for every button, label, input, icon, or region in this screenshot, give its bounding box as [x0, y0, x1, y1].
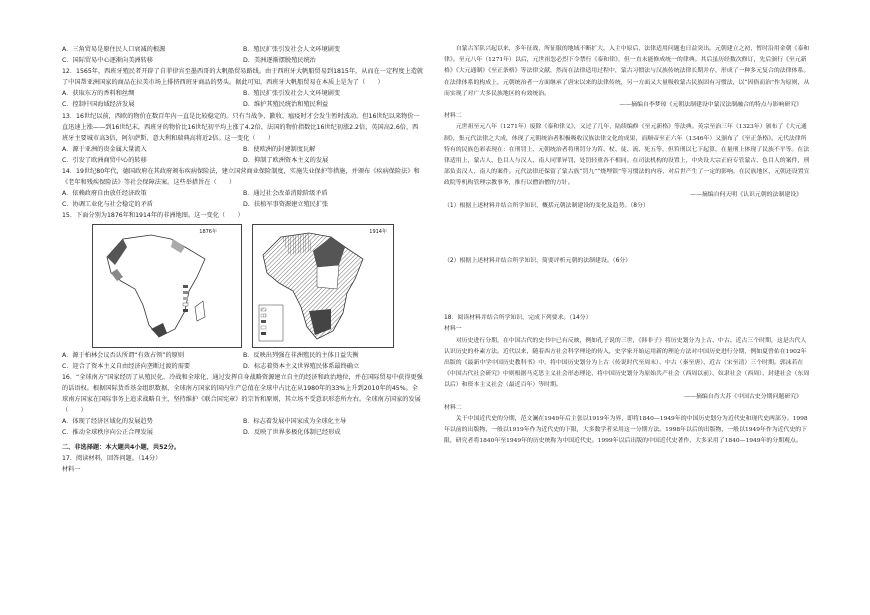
q14-options-row-2	[62, 199, 424, 210]
q17-material2-text: 元世祖至元八年（1271年）废除《泰和律义》，又过了几年，陆续编修《至元新格》等法典。英宗至治三年（1323年）颁布了《大元通制》，集元代法律之大成，体现了元朝统治者积极吸收汉族法律文化的成果，而顺帝至正六年（1346年）又颁布了《至正条格》。元代法律所特有的民族色彩表现在：在刑罚上，元朝统治者将刑罚分为笞、杖、徒、流、死五等，但笞刑以七下起算，在量刑上体现了民族不平等。在法律适用上，蒙古人、色目人与汉人、南人同罪异罚，处罚轻重各不相同。在司法机构的设置上，中央设大宗正府专管蒙古、色目人的案件，刑部负责汉人、南人的案件。元代法律还保留了蒙古族“罚九”“烧埋银”等习惯法的内容，对后世产生了一定的影响。在民族地区，元朝还设置宣政院等机构管理宗教事务，推行以僧治僧的方针。	[444, 124, 810, 187]
q18-heading: 18．阅读材料并结合所学知识，完成下列要求。（14分）	[444, 315, 592, 322]
q11-option-b: B．殖民扩张引发社会人文环境剧变	[243, 46, 341, 53]
africa-maps	[92, 224, 424, 348]
q15-options-row-1	[62, 350, 424, 361]
q15-option-c: C．迎合了资本主义自由经济向垄断过渡的需要	[62, 362, 191, 370]
q18-material2-text: 关于中国近代史的分期，范文澜在1949年后主张以1919年为界，即将1840—1949年的中国历史划分为近代史和现代史两部分。1998年以前的出版物，一般以1919年作为近代史的下限，大多数学者采用这一分期方法。1998年以后的出版物，一般以1949年作为近代史的下限，研究者将1840年至1949年的历史统称为中国近代史。1999年以后出版的中国近代史著作，大多采用了1840—1949年的分期观点。	[444, 416, 808, 445]
q17-subquestion-1: （1）根据上述材料并结合所学知识，概括元朝法制建设的变化及趋势。（8分）	[444, 202, 649, 209]
q12-option-c: C．控制中国海域经济发展	[62, 101, 135, 109]
q16-option-a: A．体现了经济区域化的发展趋势	[62, 418, 153, 426]
q12-stem: 12．1565年，西班牙殖民者开辟了自菲律宾至墨西哥的大帆船贸易路线。由于西班牙大帆船贸易到1815年，从而在一定程度上造就了中国帮亚洲国家的商品在拉美市场上排挤西班牙商品的势头。据此可知，西班牙大帆船贸易在本质上是为了（ ）	[62, 68, 424, 87]
q11-options-row-1	[62, 44, 424, 55]
q14-option-d: D．扶植军事资源建立殖民扩张	[243, 201, 329, 209]
q12-options-row-2	[62, 99, 424, 110]
q18-material1-text: 对历史进行分期，在中国古代的史书中已有反映，例如孔子说的三世，《韩非子》将历史划分为上古、中古、近古三个时期，这是古代人认识历史的朴素方法。近代以来，随着西方社会科学理论的传入，史学家开始运用新的理论方法对中国历史进行分期，例如夏曾佑在1902年出版的《最新中学中国历史教科书》中，将中国历史划分为上古（传说时代至周末）、中古（秦至唐）、近古（宋至清）三个时期。郭沫若在《中国古代社会研究》中则根据马克思主义社会形态理论，将中国历史划分为原始共产社会（西周以前）、奴隶社会（西周）、封建社会（东周以后）和资本主义社会（最近百年）等时期。	[444, 337, 810, 389]
q14-stem: 14．19世纪80年代，德国政府在其政府颁布疾病保险法，建立国营商业保险制度，实施失业保护等措施，并颁布《疾病保险法》和《老年和残疾保险法》等社会保障法案。这些举措旨在（ ）	[62, 168, 420, 187]
q14-option-c: C．协调工业化与社会稳定的矛盾	[62, 201, 153, 209]
q16-options-row-1	[62, 416, 424, 427]
q17-subquestion-2: （2）根据上述材料并结合所学知识，简要评析元朝的法制建设。（6分）	[444, 258, 632, 265]
q15-stem: 15．下面分别为1876年和1914年的非洲地图。这一变化（ ）	[62, 212, 244, 220]
q14-option-b: B．通过社会改革消除阶级矛盾	[243, 190, 328, 198]
q17-heading: 17．阅读材料，回答问题。（14分）	[62, 455, 162, 463]
q16-option-d: D．反映了世界多极化体制已经形成	[243, 429, 341, 437]
section-heading: 二、非选择题：本大题共4小题，共52分。	[62, 444, 181, 452]
q12-option-d: D．维护其殖民统治和殖民利益	[243, 101, 329, 109]
q11-option-d: D．美洲逐渐摆脱殖民统治	[243, 57, 316, 65]
q17-material1-label: 材料一	[62, 466, 81, 474]
q18-material1-label: 材料一	[444, 326, 462, 333]
q14-options-row-1	[62, 188, 424, 199]
q15-option-b: B．反映出列强在非洲殖民的主体日益失衡	[243, 351, 359, 359]
q15-option-d: D．标志着资本主义世界殖民体系最终确立	[243, 362, 360, 370]
q11-option-a: A．三角贸易是原住民人口衰减的根源	[62, 46, 166, 53]
q16-option-c: C．推动全球秩序向公正合理发展	[62, 429, 153, 437]
q14-option-a: A．依赖政府自由放任经济政策	[62, 190, 147, 198]
q18-material2-label: 材料二	[444, 404, 462, 411]
africa-map-1876	[92, 224, 242, 348]
q17-material2-label: 材料二	[444, 113, 462, 120]
q13-option-d: D．抑制了欧洲资本主义的发展	[243, 156, 329, 164]
q13-stem: 13．16世纪以前，西欧的物价在数百年内一直是比较稳定的。只有当战争、歉收、瘟疫时才会发生暂时波动。但16世纪以来物价一直迅速上涨——到16世纪末，西班牙的物价比16世纪初平均上涨了4.2倍，法国的物价指数比16世纪初涨2.2倍，英国高2.6倍，西班牙主要城市高3倍，阿尔萨斯、意大利和瑞典高将近2倍。这一变化（ ）	[62, 112, 420, 142]
q17-material2-source: ——摘编自何天明《认识元朝的法制建设》	[690, 191, 802, 198]
right-column	[444, 44, 810, 448]
q13-options-row-2	[62, 155, 424, 166]
q11-option-c: C．国际贸易中心逐渐向美洲转移	[62, 57, 153, 65]
q13-option-a: A．源于亚洲的贵金属大量流入	[62, 145, 147, 153]
map-year-label: 1914年	[369, 228, 387, 235]
q16-stem: 16．“全球南方”国家经历了从殖民化、冷战和全球化，通过发挥自身战略资源建立自主的经济和政治地位，并在国际贸易中获得更强的话语权。根据国际货币基金组织数据，全球南方国家的国内生产总值在全球中占比在从1980年的33%上升到2010年的45%。全球南方国家在国际事务上追求战略自主，坚持维护《联合国宪章》的宗旨和原则，其立场不受意识形态所左右。全球南方国家的发展（ ）	[62, 373, 423, 414]
q12-option-a: A．获取东方的香料和丝绸	[62, 90, 135, 98]
q13-option-c: C．引发了欧洲商贸中心的转移	[62, 156, 147, 164]
africa-map-1914	[252, 224, 394, 348]
answer-space	[444, 212, 810, 256]
q16-options-row-2	[62, 427, 424, 438]
q12-option-b: B．殖民扩张引发社会人文环境剧变	[243, 90, 341, 98]
left-column	[62, 44, 424, 476]
map-year-label: 1876年	[199, 228, 217, 235]
africa-1914-illustration	[253, 225, 393, 347]
q17-material1-source: ——摘编自李梦琼《元朝法制建设中蒙汉法制融合的特点与影响研究》	[619, 102, 802, 109]
q12-options-row-1	[62, 88, 424, 99]
map-1914-legend	[259, 305, 283, 341]
q18-material1-source: ——摘编自肖大苏《中国古史分期问题研究》	[684, 393, 802, 400]
answer-space	[444, 267, 810, 313]
africa-1876-illustration	[93, 225, 241, 347]
q13-options-row-1	[62, 144, 424, 155]
q13-option-b: B．使欧洲的封建制度瓦解	[243, 145, 316, 153]
q11-options-row-2	[62, 55, 424, 66]
q17-material1-text: 自蒙古军队兴起以来，多年征战，所征服的地域不断扩大，入主中原后，法律适用问题也日益突出。元朝建立之初，暂时沿用金朝《泰和律》。至元八年（1271年）以后，元世祖忽必烈下令禁行《泰和律》，但一直未能修成统一的律典。其后虽历经数次修订，先后颁行《至元新格》《大元通制》《至正条格》等法律文献，然而在法律适用过程中，蒙古习惯法与汉族传统法律长期并存，形成了一种多元复合的法律体系。在法律体系的构成上，元朝统治者一方面继承了唐宋以来的法律传统，另一方面又大量吸收蒙古民族固有习惯法，以“因俗而治”作为原则，从而实现了对广大多民族地区的有效统治。	[444, 46, 810, 97]
q15-option-a: A．源于柏林会议否认所谓“有效占领”的原则	[62, 351, 185, 359]
q15-options-row-2	[62, 361, 424, 372]
q16-option-b: B．标志着发展中国家成为全球化主导	[243, 418, 347, 426]
